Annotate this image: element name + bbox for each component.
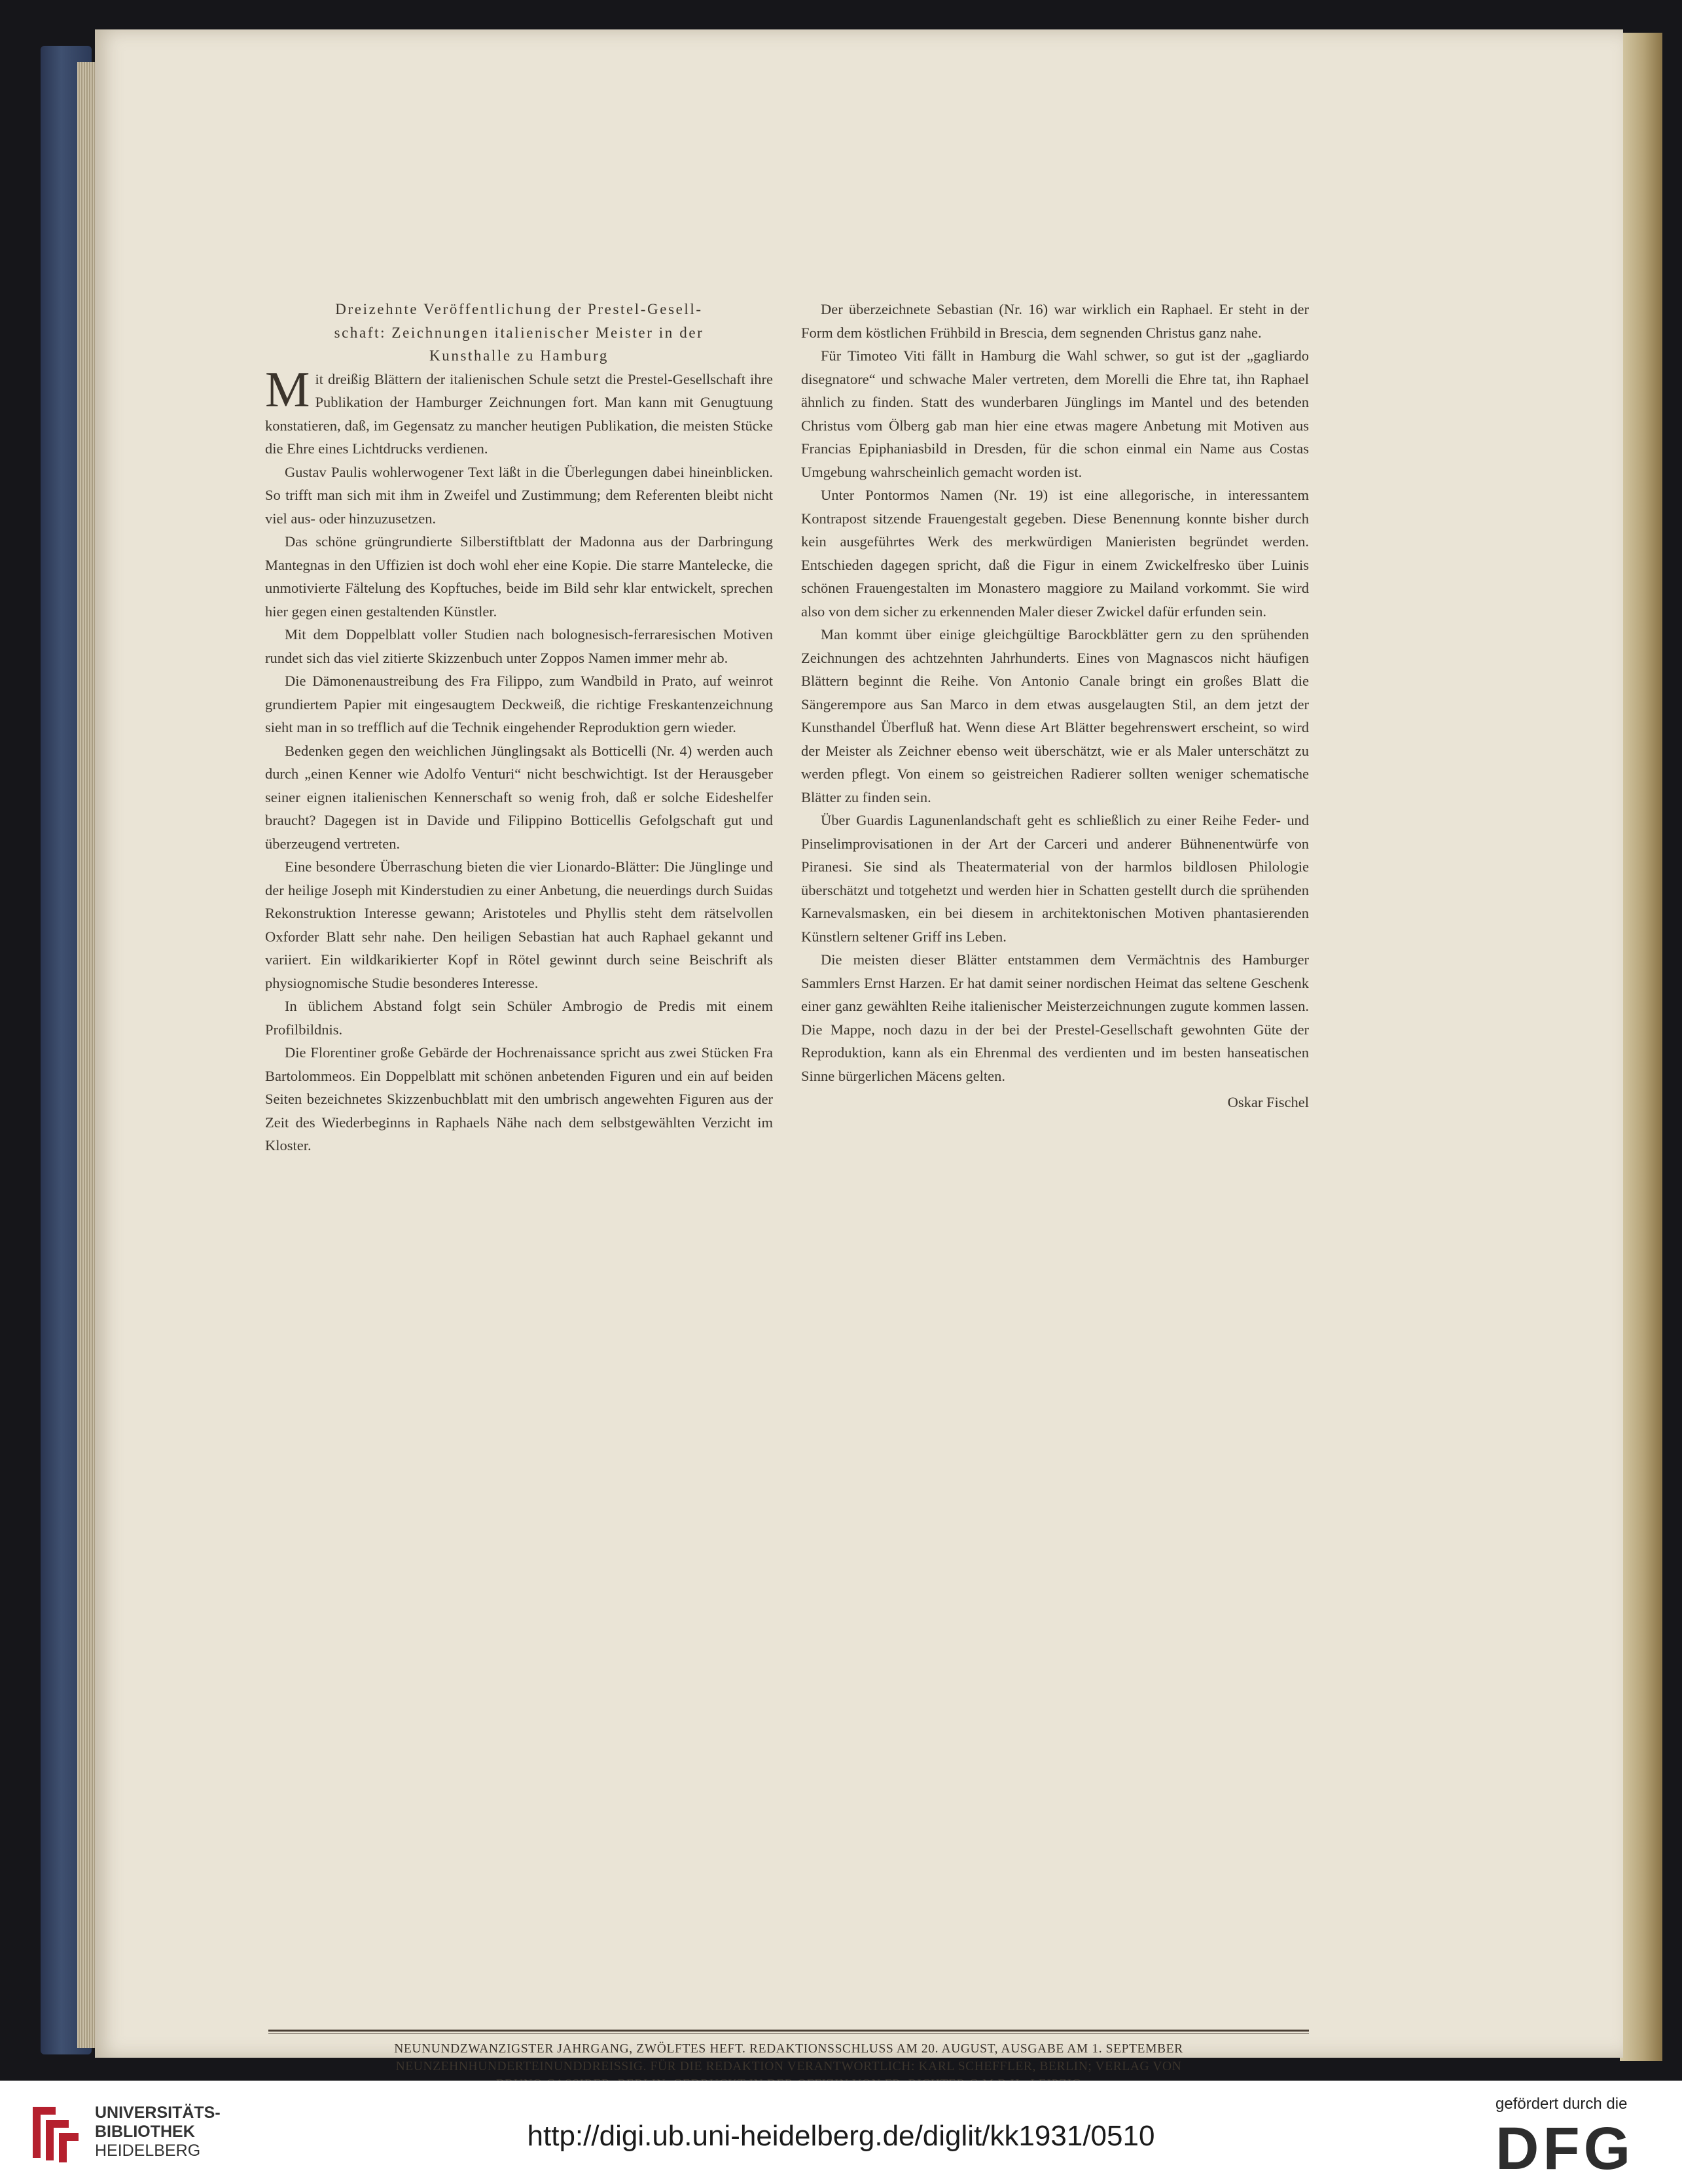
paragraph: Die meisten dieser Blätter entstammen dem Vermächtnis des Hamburger Sammlers Ernst Harzen. Er hat damit seiner nordischen Heimat das seltene Geschenk einer ganz gewählten Reihe italienischer Meisterzeichnungen zugute kommen lassen. Die Mappe, noch dazu in der bei der Prestel-Gesellschaft gewohnten Güte der Reproduktion, kann als ein Ehrenmal des verdienten und im besten hanseatischen Sinne bürgerlichen Mäcens gelten. [801, 951, 1309, 1084]
left-column [265, 298, 773, 1157]
article-title: Dreizehnte Veröffentlichung der Prestel-Gesell- schaft: Zeichnungen italienischer Meister in der Kunsthalle zu Hamburg [334, 301, 704, 364]
paragraph: Mit dem Doppelblatt voller Studien nach bolognesisch-ferraresischen Motiven rundet sich das viel zitierte Skizzenbuch unter Zoppos Namen immer mehr ab. [265, 626, 773, 666]
paragraph: Eine besondere Überraschung bieten die vier Lionardo-Blätter: Die Jünglinge und der heilige Joseph mit Kinderstudien zu einer Anbetung, die neuerdings durch Suidas Rekonstruktion Interesse gewann; Aristoteles und Phyllis steht dem rätselvollen Oxforder Blatt sehr nahe. Den heiligen Sebastian hat auch Raphael gekannt und variiert. Ein wildkarikierter Kopf in Rötel gewinnt durch seine Beischrift als physiognomische Studie besonderes Interesse. [265, 858, 773, 991]
colophon-rule-top [268, 2030, 1309, 2034]
paragraph: Gustav Paulis wohlerwogener Text läßt in die Überlegungen dabei hineinblicken. So trifft man sich mit ihm in Zweifel und Zustimmung; dem Referenten bleibt nicht viel aus- oder hinzuzusetzen. [265, 463, 773, 527]
colophon-line: NEUNUNDZWANZIGSTER JAHRGANG, ZWÖLFTES HEFT. REDAKTIONSSCHLUSS AM 20. AUGUST, AUSGABE AM 1. SEPTEMBER [394, 2042, 1183, 2056]
dfg-logo: DFG [1495, 2115, 1635, 2182]
paragraph: Unter Pontormos Namen (Nr. 19) ist eine allegorische, in interessantem Kontrapost sitzende Frauengestalt gegeben. Diese Benennung konnte bisher durch kein ausgeführtes Werk des merkwürdigen Manieristen begründet werden. Entschieden dagegen spricht, daß die Figur in einem Zwickelfresko über Luinis schönen Frauengestalten im Monastero maggiore zu Mailand vorkommt. Sie wird also von dem sicher zu erkennenden Maler dieser Zwickel dafür erfunden sein. [801, 487, 1309, 620]
paragraph: Über Guardis Lagunenlandschaft geht es schließlich zu einer Reihe Feder- und Pinselimprovisationen in der Art der Carceri und anderer Bühnenentwürfe von Piranesi. Sie sind als Theatermaterial von der harmlos bildlosen Philologie überschätzt und totgehetzt und werden hier in Schatten gestellt durch die sprühenden Karnevalsmasken, ein bei diesem in architektonischen Motiven phantasierenden Künstlern seltener Griff ins Leben. [801, 812, 1309, 945]
paragraph: Der überzeichnete Sebastian (Nr. 16) war wirklich ein Raphael. Er steht in der Form dem köstlichen Frühbild in Brescia, dem segnenden Christus ganz nahe. [801, 301, 1309, 341]
author-signature: Oskar Fischel [1227, 1094, 1309, 1110]
paragraph: In üblichem Abstand folgt sein Schüler Ambrogio de Predis mit einem Profilbildnis. [265, 998, 773, 1038]
page-edge-right [1620, 33, 1662, 2061]
page-edge-left [77, 62, 97, 2048]
viewer-footer [0, 2081, 1682, 2184]
funding-label: gefördert durch die [1495, 2095, 1628, 2113]
paragraph: Mit dreißig Blättern der italienischen Schule setzt die Prestel-Gesellschaft ihre Publikation der Hamburger Zeichnungen fort. Man kann mit Genugtuung konstatieren, daß, im Gegensatz zu mancher heutigen Publikation, die meisten Stücke die Ehre eines Lichtdrucks verdienen. [265, 361, 773, 457]
right-column [801, 298, 1309, 1114]
colophon-line: NEUNZEHNHUNDERTEINUNDDREISSIG. FÜR DIE REDAKTION VERANTWORTLICH: KARL SCHEFFLER, BERLIN; VERLAG VON [395, 2060, 1182, 2073]
permalink-url[interactable]: http://digi.ub.uni-heidelberg.de/diglit/kk1931/0510 [527, 2120, 1155, 2152]
paragraph: Die Florentiner große Gebärde der Hochrenaissance spricht aus zwei Stücken Fra Bartolommeos. Ein Doppelblatt mit schönen anbetenden Figuren und ein auf beiden Seiten bezeichnetes Skizzenbuchblatt mit den umbrisch angewehten Figuren aus der Zeit des Wiederbeginns in Raphaels Nähe nach dem selbstgewählten Verzicht im Kloster. [265, 1044, 773, 1154]
paragraph: Für Timoteo Viti fällt in Hamburg die Wahl schwer, so gut ist der „gagliardo disegnatore“ und schwache Maler vertreten, dem Morelli die Ehre tat, ihn Raphael ähnlich zu finden. Statt des wunderbaren Jünglings im Mantel und des betenden Christus vom Ölberg gab man hier eine etwas magere Anbetung mit Motiven aus Francias Epiphaniasbild in Dresden, für die schon einmal ein Name aus Costas Umgebung wahrscheinlich gemacht worden ist. [801, 347, 1309, 480]
paragraph: Man kommt über einige gleichgültige Barockblätter gern zu den sprühenden Zeichnungen des achtzehnten Jahrhunderts. Eines von Magnascos nicht häufigen Blättern beginnt die Reihe. Von Antonio Canale bringt ein großes Blatt die Sängerempore aus San Marco in dem etwas ausgelaugten Stil, an dem jetzt der Kunsthandel Überfluß hat. Wenn diese Art Blätter begehrenswert erscheint, so wird der Meister als Zeichner ebenso weit überschätzt, wie er als Maler unterschätzt zu werden pflegt. Von einem so geistreichen Radierer sollten weniger schematische Blätter zu finden sein. [801, 626, 1309, 805]
library-name: UNIVERSITÄTS- BIBLIOTHEK HEIDELBERG [95, 2104, 221, 2160]
paragraph: Bedenken gegen den weichlichen Jünglingsakt als Botticelli (Nr. 4) werden auch durch „einen Kenner wie Adolfo Venturi“ nicht beschwichtigt. Ist der Herausgeber seiner eignen italienischen Kennerschaft so wenig froh, daß er solche Eideshelfer braucht? Dagegen ist in Davide und Filippino Botticellis Gefolgschaft gut und überzeugend vertreten. [265, 742, 773, 852]
drop-cap: M [265, 361, 310, 417]
paragraph: Das schöne grüngrundierte Silberstiftblatt der Madonna aus der Darbringung Mantegnas in den Uffizien ist doch wohl eher eine Kopie. Die starre Mantelecke, die unmotivierte Fältelung des Kopftuches, beide im Bild sehr klar entwickelt, sprechen hier gegen einen gestaltenden Künstler. [265, 533, 773, 620]
paragraph: Die Dämonenaustreibung des Fra Filippo, zum Wandbild in Prato, auf weinrot grundiertem Papier mit eingesaugtem Deckweiß, die richtige Freskantenzeichnung sieht man in so trefflich auf die Technik eingehender Reproduktion gern wieder. [265, 673, 773, 735]
